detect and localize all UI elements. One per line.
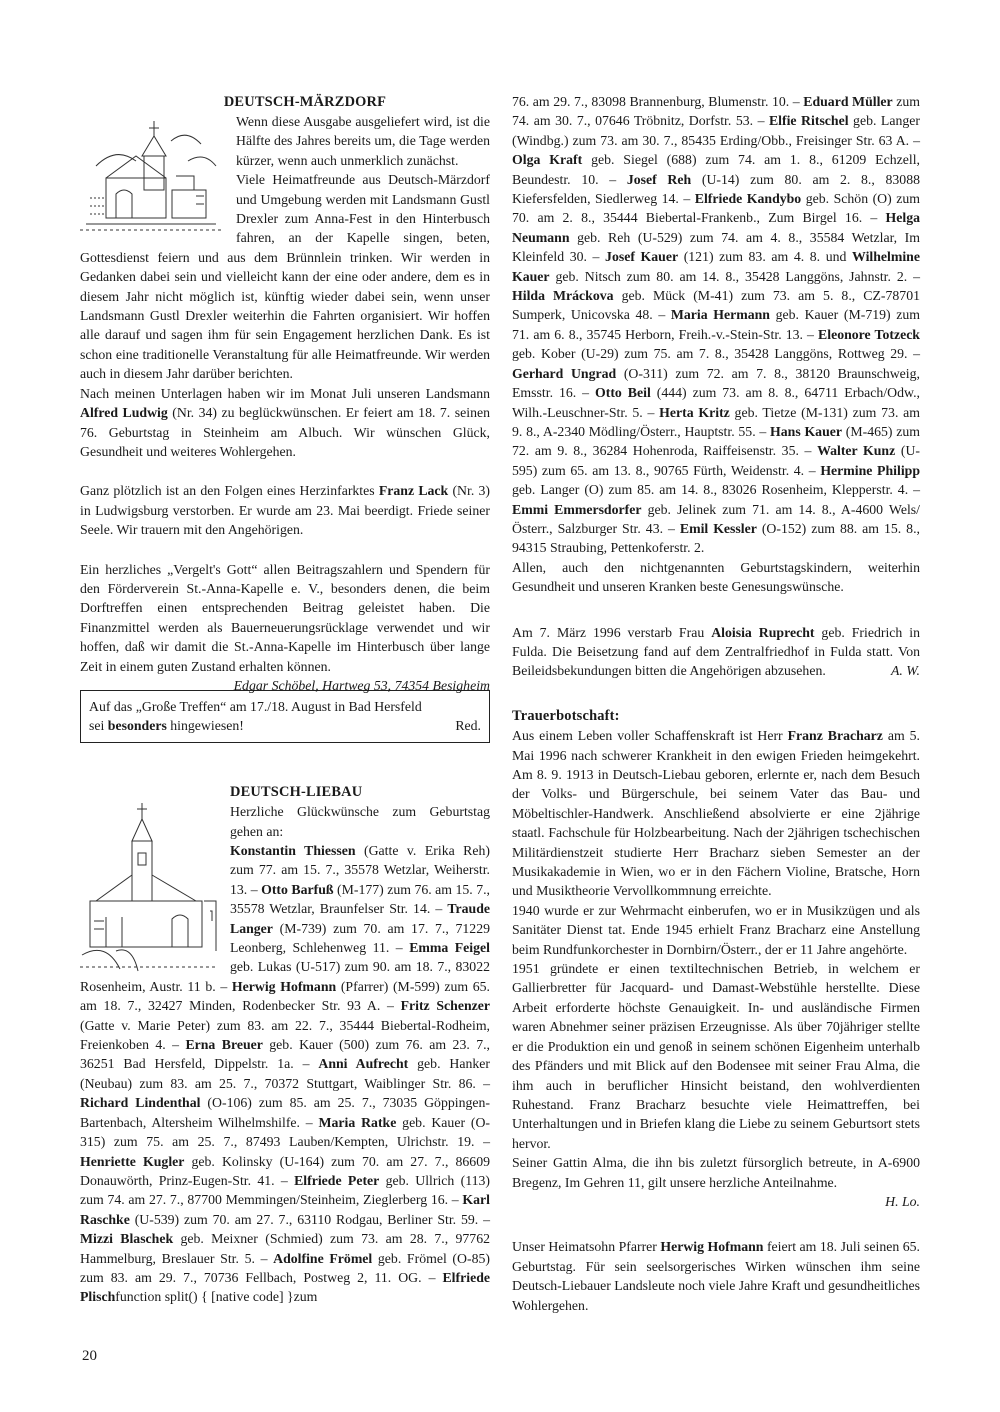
- maerzdorf-title: DEUTSCH-MÄRZDORF: [223, 94, 387, 110]
- maerzdorf-paragraph-3: Nach meinen Unterlagen haben wir im Monat Juli unseren Landsmann Alfred Ludwig (Nr. 34) zu beglückwünschen. Er feiert am 18. 7. seinen 76. Geburtstag in Steinheim am Albuch. Wir wünschen Glück, Gesundheit und weiteres Wohlergehen.: [80, 385, 490, 459]
- maerzdorf-paragraph-5: Ein herzliches „Vergelt's Gott“ allen Beitragszahlern und Spendern für den Förderverein St.-Anna-Kapelle e. V., besonders denen, die beim Dorftreffen einen entsprechenden Beitrag geleistet haben. Die Finanzmittel werden als Bauerneuerungsrücklage verwendet und wir hoffen, daß wir damit die St.-Anna-Kapelle im Hinterbusch über lange Zeit in einem guten Zustand erhalten können. Edgar Schöbel, Hartweg 53, 74354 Besigheim: [80, 560, 490, 676]
- trauer-paragraph-2: 1940 wurde er zur Wehrmacht einberufen, wo er in Musikzügen und als Sanitäter Dienst tat. Ende 1945 erhielt Franz Bracharz eine Anstellung beim Rundfunkorchester in Dornbirn/Österr., der er 11 Jahre angehörte.: [512, 902, 920, 957]
- maerzdorf-paragraph-2: Viele Heimatfreunde aus Deutsch-Märzdorf und Umgebung werden mit Landsmann Gustl Drexler zum Anna-Fest in den Hinterbusch fahren, an der Kapelle singen, beten, Gottesdienst feiern und aus dem Brünnlein trinken. Wir werden in Gedanken dabei sein und vielleicht kann der eine oder andere, dem es in diesem Jahr nicht möglich ist, künftig wieder dabei sein, wenn unser Landsmann Gustl Drexler weiterhin die Fahrten organisiert. Wir hoffen alle darauf und sagen ihm für sein Engagement herzlichen Dank. Es ist schon eine traditionelle Veranstaltung für alle Heimatfreunde. Wir werden auch in diesem Jahr darüber berichten.: [80, 172, 490, 382]
- maerzdorf-section: [80, 92, 491, 693]
- trauer-paragraph-5: Unser Heimatsohn Pfarrer Herwig Hofmann feiert am 18. Juli seinen 65. Geburtstag. Für sein seelsorgerisches Wirken wünschen ihm seine Deutsch-Liebauer Landsleute noch viele Jahre Kraft und gesundheitliches Wohlergehen.: [512, 1239, 921, 1313]
- liebau-entries-part-2: 76. am 29. 7., 83098 Brannenburg, Blumenstr. 10. – Eduard Müller zum 74. am 30. 7., 07646 Tröbnitz, Dorfstr. 53. – Elfie Ritschel geb. Langer (Windbg.) zum 73. am 30. 7., 85435 Erding/Obb., Freisinger Str. 63 A. – Olga Kraft geb. Siegel (688) zum 74. am 1. 8., 61209 Echzell, Beundestr. 10. – Josef Reh (U-14) zum 80. am 2. 8., 83088 Kiefersfelden, Siedlerweg 14. – Elfriede Kandybo geb. Schön (O) zum 70. am 2. 8., 35444 Biebertal-Frankenb., Zum Birgel 16. – Helga Neumann geb. Reh (U-529) zum 74. am 4. 8., 35584 Wetzlar, Im Kleinfeld 30. – Josef Kauer (121) zum 83. am 4. 8. und Wilhelmine Kauer geb. Nitsch zum 80. am 14. 8., 35428 Langgöns, Jahnstr. 2. – Hilda Mráckova geb. Mück (M-41) zum 73. am 5. 8., CZ-78701 Sumperk, Unicovska 48. – Maria Hermann geb. Kauer (M-719) zum 71. am 6. 8., 35745 Herborn, Freih.-v.-Stein-Str. 13. – Eleonore Totzeck geb. Kober (U-29) zum 75. am 7. 8., 35428 Langgöns, Rottweg 29. – Gerhard Ungrad (O-311) zum 72. am 7. 8., 38120 Braunschweig, Emsstr. 16. – Otto Beil (444) zum 73. am 8. 8., 64711 Erbach/Odw., Wilh.-Leuschner-Str. 5. – Herta Kritz geb. Tietze (M-131) zum 73. am 9. 8., A-2340 Mödling/Österr., Hauptstr. 55. – Hans Kauer (M-465) zum 72. am 9. 8., 36284 Hohenroda, Raiffeisenstr. 35. – Walter Kunz (U-595) zum 65. am 13. 8., 90765 Fürth, Weidenstr. 4. – Hermine Philipp geb. Langer (O) zum 85. am 14. 8., 83026 Rosenheim, Klepperstr. 4. – Emmi Emmersdorfer geb. Jelinek zum 71. am 14. 8., A-4600 Wels/Österr., Salzburger Str. 43. – Emil Kessler (O-152) zum 88. am 15. 8., 94315 Straubing, Pettenkoferstr. 2.: [512, 94, 921, 556]
- chapel-illustration: [76, 116, 226, 234]
- liebau-entry-15-text-rest: 76. am 29. 7., 83098 Brannenburg, Blumenstr. 10. –: [512, 94, 804, 109]
- liebau-title: DEUTSCH-LIEBAU: [230, 783, 363, 800]
- trauer-paragraph-4: Seiner Gattin Alma, die ihn bis zuletzt fürsorglich betreute, in A-6900 Bregenz, Im Gehren 11, gilt unsere herzliche Anteilnahme.: [512, 1155, 920, 1190]
- death-notice: Am 7. März 1996 verstarb Frau Aloisia Ruprecht geb. Friedrich in Fulda. Die Beisetzung fand auf dem Zentralfriedhof in Fulda statt. Von Beileidsbekundungen bitten die Angehörigen abzusehen. A. W.: [512, 623, 920, 681]
- page-number: 20: [82, 1348, 97, 1364]
- right-column: [512, 92, 920, 1315]
- trauer-sign: H. Lo.: [885, 1193, 920, 1209]
- notice-line-1: Auf das „Große Treffen“ am 17./18. August in Bad Hersfeld: [89, 698, 422, 714]
- notice-box: [80, 690, 490, 743]
- liebau-entries-part-1: Konstantin Thiessen (Gatte v. Erika Reh) zum 77. am 15. 7., 35578 Wetzlar, Weiherstr. 13. – Otto Barfuß (M-177) zum 76. am 15. 7., 35578 Wetzlar, Braunfelser Str. 14. – Traude Langer (M-739) zum 70. am 17. 7., 71229 Leonberg, Schlehenweg 11. – Emma Feigel geb. Lukas (U-517) zum 90. am 18. 7., 83022 Rosenheim, Austr. 11 b. – Herwig Hofmann (Pfarrer) (M-599) zum 65. am 18. 7., 32427 Minden, Rodenbecker Str. 93 A. – Fritz Schenzer (Gatte v. Marie Peter) zum 83. am 22. 7., 35444 Biebertal-Rodheim, Freienkoben 4. – Erna Breuer geb. Kauer (500) zum 76. am 23. 7., 36251 Bad Hersfeld, Dippelstr. 1a. – Anni Aufrecht geb. Hanker (Neubau) zum 83. am 25. 7., 70372 Stuttgart, Waiblinger Str. 86. – Richard Lindenthal (O-106) zum 85. am 25. 7., 73035 Göppingen-Bartenbach, Altersheim Wilhelmshilfe. – Maria Ratke geb. Kauer (O-315) zum 75. am 25. 7., 87493 Lauben/Kempten, Ulrichstr. 19. – Henriette Kugler geb. Kolinsky (U-164) zum 70. am 27. 7., 86609 Donauwörth, Prinz-Eugen-Str. 41. – Elfriede Peter geb. Ullrich (113) zum 74. am 27. 7., 87700 Memmingen/Steinheim, Zieglerberg 16. – Karl Raschke (U-539) zum 70. am 27. 7., 63110 Rodgau, Berliner Str. 59. – Mizzi Blaschek geb. Meixner (Schmied) zum 73. am 28. 7., 97762 Hammelburg, Breslauer Str. 5. – Adolfine Frömel geb. Frömel (O-85) zum 83. am 29. 7., 70736 Fellbach, Postweg 2, 11. OG. – Elfriede Plischfunction split() { [native code] }zum: [80, 843, 491, 1305]
- church-illustration: [76, 801, 220, 973]
- liebau-closing: Allen, auch den nichtgenannten Geburtstagskindern, weiterhin Gesundheit und unseren Kranken beste Genesungswünsche.: [512, 559, 920, 595]
- notice-line-2: sei besonders hingewiesen! Red.: [89, 716, 481, 735]
- notice-sign: Red.: [455, 718, 481, 734]
- trauer-paragraph-1: Aus einem Leben voller Schaffenskraft ist Herr Franz Bracharz am 5. Mai 1996 nach schwerer Krankheit in den ewigen Frieden heimgekehrt. Am 8. 9. 1913 in Deutsch-Liebau geboren, erlernte er, nach dem Besuch der Volks- und Bürgerschule, bei seinem Vater das Bau- und Möbeltischler-Handwerk. Anschließend absolvierte er eine 2jährige staatl. Fachschule für Holzbearbeitung. Nach der 2jährigen tschechischen Militärdienstzeit studierte Herr Bracharz sieben Semester an der Musikakademie in Wien, wo er in den Fächern Violine, Bratsche, Horn und Musiktheorie Vervollkommnung erreichte.: [512, 728, 920, 899]
- death-notice-sign: A. W.: [890, 663, 920, 679]
- liebau-section: [80, 783, 490, 1307]
- trauer-paragraph-3: 1951 gründete er einen textiltechnischen Betrieb, in welchem er Gallierbretter für Jacquard- und Damast-Webstühle herstellte. Diese Arbeit erforderte höchste Genauigkeit. In- und ausländische Firmen waren Abnehmer seiner präzisen Erzeugnisse. Als über 70jähriger stellte er die Produktion ein und genoß in seinem schönen Eigenheim unterhalb des Pfänders und mit Blick auf den Bodensee mit seiner Frau Alma, die ihm auch in beruflicher Hinsicht beistand, den wohlverdienten Ruhestand. Franz Bracharz besuchte viele Heimattreffen, bei Unterhaltungen und in Briefen klang die Liebe zu seinem Geburtsort stets hervor.: [512, 961, 920, 1151]
- maerzdorf-paragraph-1: Wenn diese Ausgabe ausgeliefert wird, ist die Hälfte des Jahres bereits um, die Tage werden kürzer, wenn auch unmerklich zunächst.: [236, 114, 490, 168]
- left-column: [80, 92, 490, 1307]
- trauer-title: Trauerbotschaft:: [512, 707, 620, 724]
- liebau-entry-15-text-start: zum: [293, 1289, 318, 1305]
- maerzdorf-signature: Edgar Schöbel, Hartweg 53, 74354 Besigheim: [233, 677, 490, 693]
- liebau-intro: Herzliche Glückwünsche zum Geburtstag gehen an:: [230, 804, 490, 839]
- maerzdorf-paragraph-4: Ganz plötzlich ist an den Folgen eines Herzinfarktes Franz Lack (Nr. 3) in Ludwigsburg verstorben. Er wurde am 23. Mai beerdigt. Friede seiner Seele. Wir trauern mit den Angehörigen.: [80, 483, 491, 538]
